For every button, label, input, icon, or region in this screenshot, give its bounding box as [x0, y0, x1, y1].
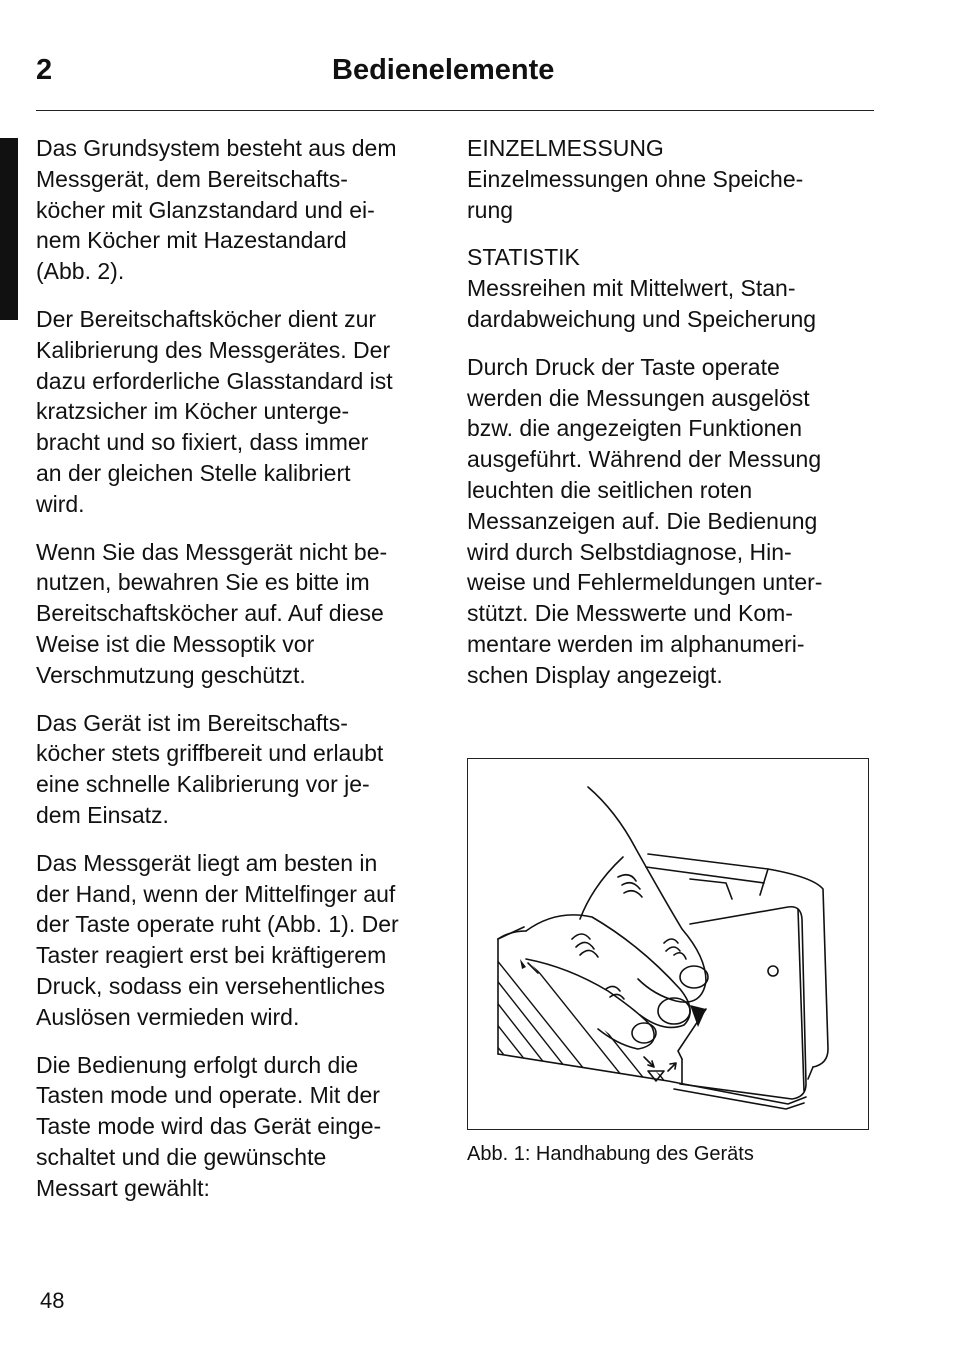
paragraph-operate: Durch Druck der Taste operate werden die Messungen ausgelöst bzw. die angezeigten Funktionen ausgeführt. Während der Messung leuchten die seitlichen roten Messanzeigen auf. Die Bedienung wird durch Selbstdiagnose, Hin- weise und Fehlermeldungen unter- stützt. Die Messwerte und Kom- mentare werden im alphanumeri- schen Display angezeigt. — [467, 353, 823, 688]
chapter-number: 2 — [36, 54, 53, 86]
chapter-tab-marker — [0, 138, 18, 320]
paragraph-bedienung: Die Bedienung erfolgt durch die Tasten mode und operate. Mit der Taste mode wird das Gerät einge- schaltet und die gewünschte Messart gewählt: — [36, 1051, 382, 1201]
paragraph-aufbewahrung: Wenn Sie das Messgerät nicht be- nutzen, bewahren Sie es bitte im Bereitschaftsköcher auf. Auf diese Weise ist die Messoptik vor Verschmutzung geschützt. — [36, 538, 388, 688]
paragraph-bereitschaftskoecher: Der Bereitschaftsköcher dient zur Kalibrierung des Messgerätes. Der dazu erforderliche Glasstandard ist kratzsicher im Köcher unterge- bracht und so fixiert, dass immer an der gleichen Stelle kalibriert wird. — [36, 305, 393, 517]
figure-hand-device — [467, 758, 869, 1130]
paragraph-statistik: STATISTIK Messreihen mit Mittelwert, Stan- dardabweichung und Speicherung — [467, 244, 817, 332]
paragraph-einzelmessung: EINZELMESSUNG Einzelmessungen ohne Speiche- rung — [467, 135, 804, 223]
paragraph-handhabung: Das Messgerät liegt am besten in der Hand, wenn der Mittelfinger auf der Taste operate ruht (Abb. 1). Der Taster reagiert erst bei kräftigerem Druck, sodass ein versehentliches Auslösen vermieden wird. — [36, 849, 399, 1030]
page-number: 48 — [40, 1288, 65, 1313]
header-rule — [36, 110, 874, 111]
chapter-title: Bedienelemente — [332, 54, 555, 86]
right-column — [467, 133, 879, 708]
left-column — [36, 133, 448, 1221]
figure-caption: Abb. 1: Handhabung des Geräts — [467, 1143, 754, 1165]
paragraph-griffbereit: Das Gerät ist im Bereitschafts- köcher stets griffbereit und erlaubt eine schnelle Kalibrierung vor je- dem Einsatz. — [36, 709, 384, 828]
paragraph-grundsystem: Das Grundsystem besteht aus dem Messgerät, dem Bereitschafts- köcher mit Glanzstandard und ei- nem Köcher mit Hazestandard (Abb. 2). — [36, 135, 397, 285]
hand-device-illustration — [468, 759, 868, 1129]
